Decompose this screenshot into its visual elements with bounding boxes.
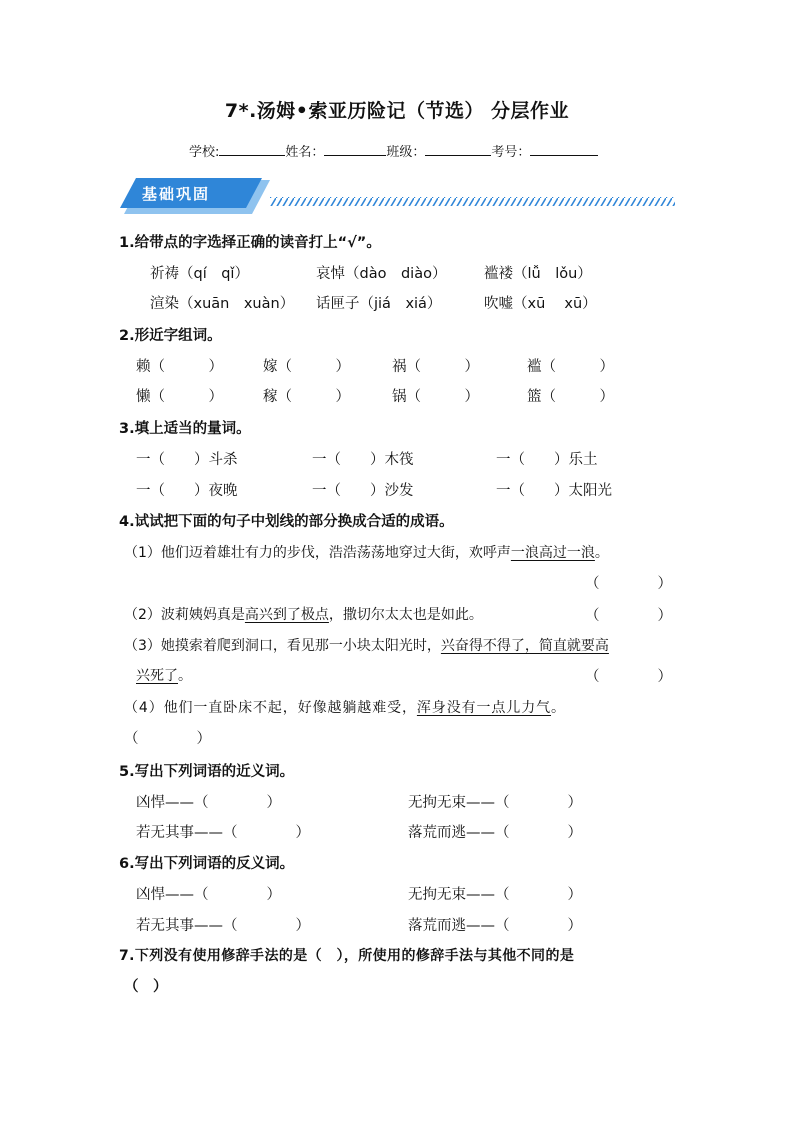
- q5-item[interactable]: 无拘无束——（ ）: [408, 795, 582, 811]
- q2-item[interactable]: 赖（ ）: [136, 359, 223, 375]
- q2-item[interactable]: 褴（ ）: [527, 359, 614, 375]
- exam-number-label: 考号：: [491, 145, 531, 160]
- q4-sentence-2: （2）波莉姨妈真是高兴到了极点，撒切尔太太也是如此。: [124, 607, 483, 623]
- q3-item[interactable]: 一（ ）木筏: [312, 452, 414, 468]
- section-label: 基础巩固: [142, 185, 211, 203]
- q4-answer-1[interactable]: （ ）: [585, 576, 672, 592]
- question-7-prompt: 7.下列没有使用修辞手法的是（ ），所使用的修辞手法与其他不同的是: [119, 948, 575, 964]
- q6-item[interactable]: 无拘无束——（ ）: [408, 887, 582, 903]
- q1-item[interactable]: 祈祷（qí qǐ）: [150, 266, 249, 282]
- class-blank[interactable]: [425, 142, 491, 156]
- question-1-prompt: 1.给带点的字选择正确的读音打上“√”。: [119, 235, 381, 251]
- school-label: 学校:: [189, 145, 220, 160]
- q3-item[interactable]: 一（ ）乐土: [496, 452, 598, 468]
- question-7-cont[interactable]: （ ）: [124, 979, 168, 995]
- q5-item[interactable]: 若无其事——（ ）: [136, 825, 310, 841]
- name-blank[interactable]: [324, 142, 386, 156]
- q5-item[interactable]: 凶悍——（ ）: [136, 795, 281, 811]
- q4-answer-4[interactable]: （ ）: [124, 731, 211, 747]
- q2-item[interactable]: 懒（ ）: [136, 389, 223, 405]
- q3-item[interactable]: 一（ ）夜晚: [136, 483, 238, 499]
- q3-item[interactable]: 一（ ）太阳光: [496, 483, 612, 499]
- q3-item[interactable]: 一（ ）沙发: [312, 483, 414, 499]
- q3-item[interactable]: 一（ ）斗杀: [136, 452, 238, 468]
- q4-answer-2[interactable]: （ ）: [585, 608, 672, 624]
- q2-item[interactable]: 稼（ ）: [263, 389, 350, 405]
- q6-item[interactable]: 若无其事——（ ）: [136, 918, 310, 934]
- school-blank[interactable]: [219, 142, 285, 156]
- q4-answer-3[interactable]: （ ）: [585, 669, 672, 685]
- question-6-prompt: 6.写出下列词语的反义词。: [119, 856, 295, 872]
- q2-item[interactable]: 祸（ ）: [392, 359, 479, 375]
- class-label: 班级：: [386, 145, 426, 160]
- q1-item[interactable]: 吹嘘（xū xū）: [484, 296, 597, 312]
- q2-item[interactable]: 锅（ ）: [392, 389, 479, 405]
- q6-item[interactable]: 落荒而逃——（ ）: [408, 918, 582, 934]
- banner-hatch: [270, 197, 675, 206]
- name-label: 姓名：: [285, 145, 325, 160]
- q2-item[interactable]: 嫁（ ）: [263, 359, 350, 375]
- q4-sentence-4: （4）他们一直卧床不起，好像越躺越难受，浑身没有一点儿力气。: [124, 700, 566, 716]
- q1-item[interactable]: 渲染（xuān xuàn）: [150, 296, 295, 312]
- exam-number-blank[interactable]: [530, 142, 598, 156]
- question-3-prompt: 3.填上适当的量词。: [119, 421, 251, 437]
- question-5-prompt: 5.写出下列词语的近义词。: [119, 764, 295, 780]
- q1-item[interactable]: 话匣子（jiá xiá）: [316, 296, 442, 312]
- q1-item[interactable]: 哀悼（dào diào）: [316, 266, 447, 282]
- question-2-prompt: 2.形近字组词。: [119, 328, 222, 344]
- q5-item[interactable]: 落荒而逃——（ ）: [408, 825, 582, 841]
- q1-item[interactable]: 褴褛（lǚ lǒu）: [484, 266, 592, 282]
- q4-sentence-3: （3）她摸索着爬到洞口，看见那一小块太阳光时，兴奋得不得了，简直就要高: [124, 638, 609, 654]
- student-info-line: [189, 141, 598, 160]
- q4-sentence-3-cont: 兴死了。: [136, 668, 192, 684]
- question-4-prompt: 4.试试把下面的句子中划线的部分换成合适的成语。: [119, 514, 454, 530]
- q2-item[interactable]: 篮（ ）: [527, 389, 614, 405]
- page-title: 7*.汤姆•索亚历险记（节选） 分层作业: [224, 100, 570, 122]
- section-banner: [120, 178, 675, 214]
- q4-sentence-1: （1）他们迈着雄壮有力的步伐，浩浩荡荡地穿过大街，欢呼声一浪高过一浪。: [124, 545, 609, 561]
- q6-item[interactable]: 凶悍——（ ）: [136, 887, 281, 903]
